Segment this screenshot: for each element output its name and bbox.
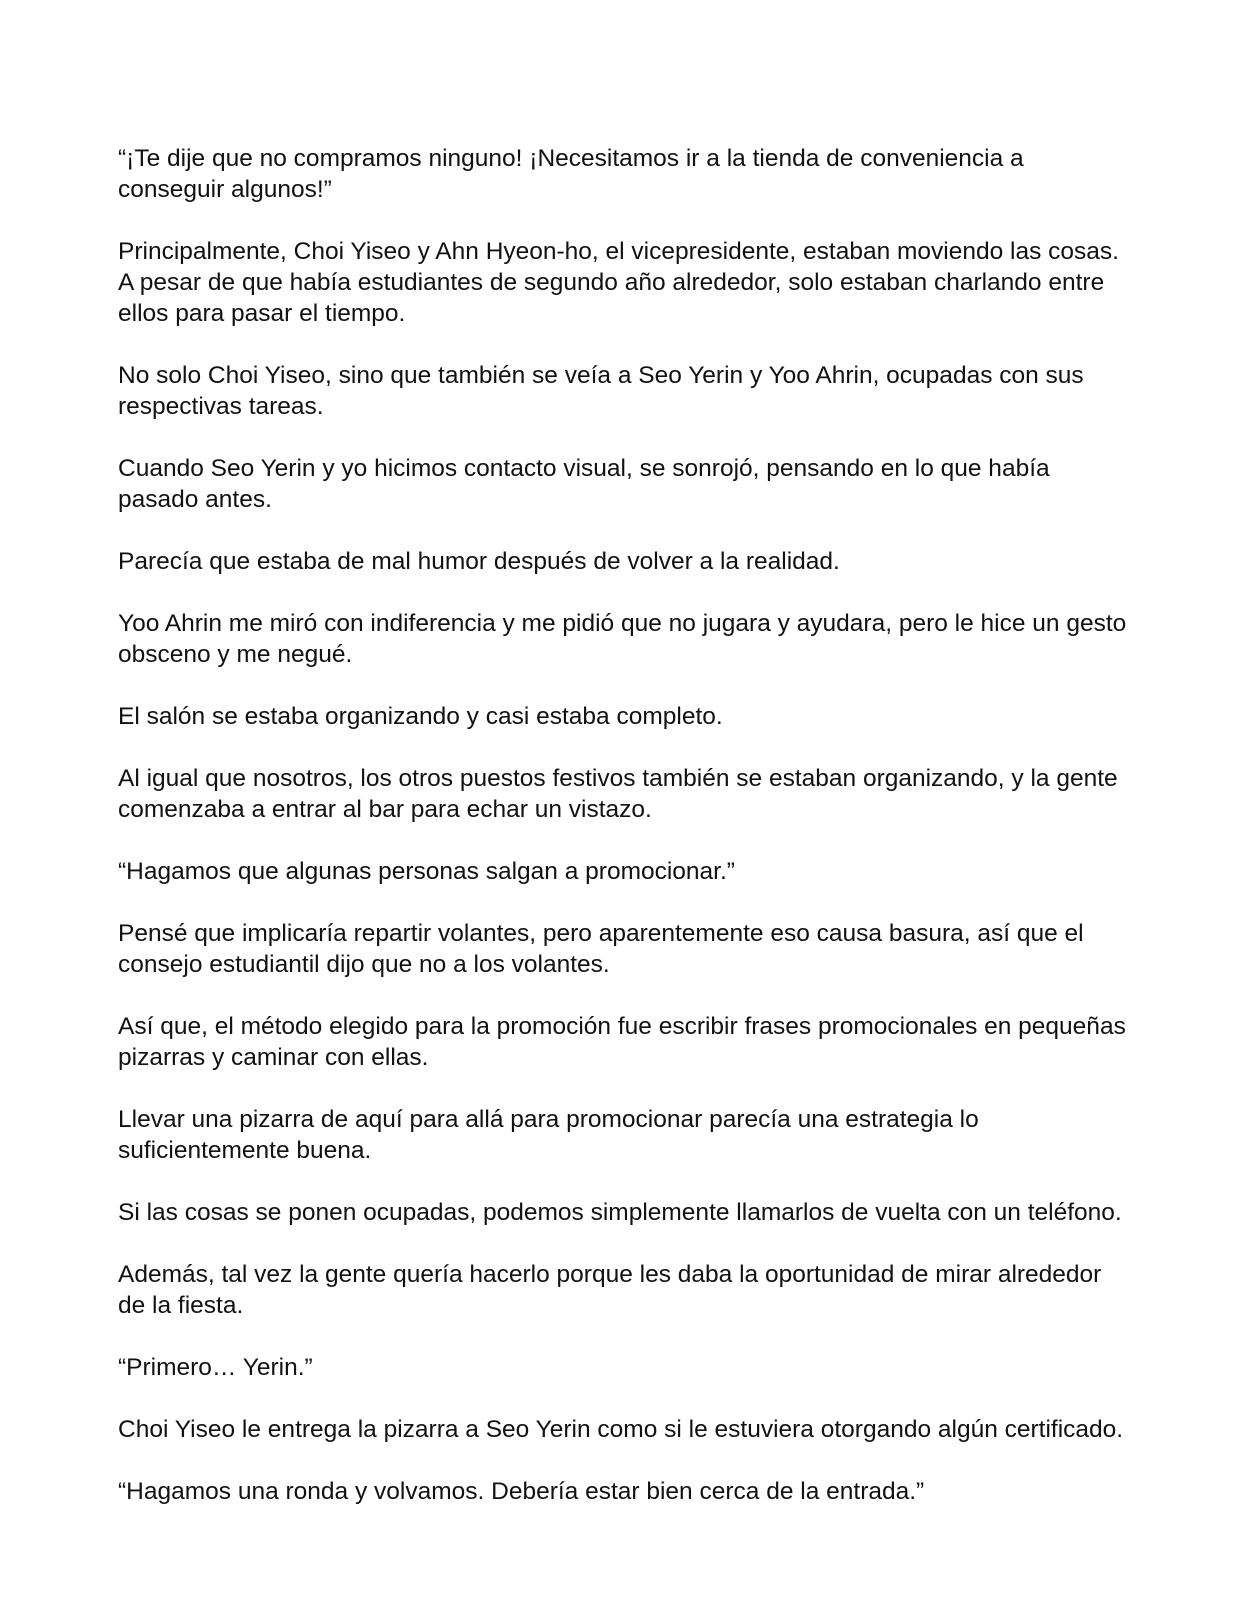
paragraph: “¡Te dije que no compramos ninguno! ¡Necesitamos ir a la tienda de conveniencia a conseguir algunos!” [118, 145, 1024, 203]
paragraph: No solo Choi Yiseo, sino que también se veía a Seo Yerin y Yoo Ahrin, ocupadas con sus respectivas tareas. [118, 362, 1084, 420]
paragraph: El salón se estaba organizando y casi estaba completo. [118, 703, 723, 730]
paragraph: Yoo Ahrin me miró con indiferencia y me pidió que no jugara y ayudara, pero le hice un gesto obsceno y me negué. [118, 610, 1127, 668]
paragraph: Choi Yiseo le entrega la pizarra a Seo Yerin como si le estuviera otorgando algún certificado. [118, 1416, 1124, 1443]
text-body [118, 143, 1128, 1538]
paragraph: Llevar una pizarra de aquí para allá para promocionar parecía una estrategia lo suficientemente buena. [118, 1106, 979, 1164]
paragraph: Además, tal vez la gente quería hacerlo porque les daba la oportunidad de mirar alrededor de la fiesta. [118, 1261, 1102, 1319]
paragraph: “Hagamos una ronda y volvamos. Debería estar bien cerca de la entrada.” [118, 1478, 925, 1505]
paragraph: “Hagamos que algunas personas salgan a promocionar.” [118, 858, 735, 885]
paragraph: Si las cosas se ponen ocupadas, podemos simplemente llamarlos de vuelta con un teléfono. [118, 1199, 1122, 1226]
paragraph: Cuando Seo Yerin y yo hicimos contacto visual, se sonrojó, pensando en lo que había pasado antes. [118, 455, 1050, 513]
paragraph: Al igual que nosotros, los otros puestos festivos también se estaban organizando, y la gente comenzaba a entrar al bar para echar un vistazo. [118, 765, 1118, 823]
paragraph: Pensé que implicaría repartir volantes, pero aparentemente eso causa basura, así que el consejo estudiantil dijo que no a los volantes. [118, 920, 1084, 978]
paragraph: Principalmente, Choi Yiseo y Ahn Hyeon-ho, el vicepresidente, estaban moviendo las cosas. A pesar de que había estudiantes de segundo año alrededor, solo estaban charlando entre ellos para pasar el tiempo. [118, 238, 1119, 327]
paragraph: Así que, el método elegido para la promoción fue escribir frases promocionales en pequeñas pizarras y caminar con ellas. [118, 1013, 1126, 1071]
paragraph: Parecía que estaba de mal humor después de volver a la realidad. [118, 548, 840, 575]
paragraph: “Primero… Yerin.” [118, 1354, 313, 1381]
